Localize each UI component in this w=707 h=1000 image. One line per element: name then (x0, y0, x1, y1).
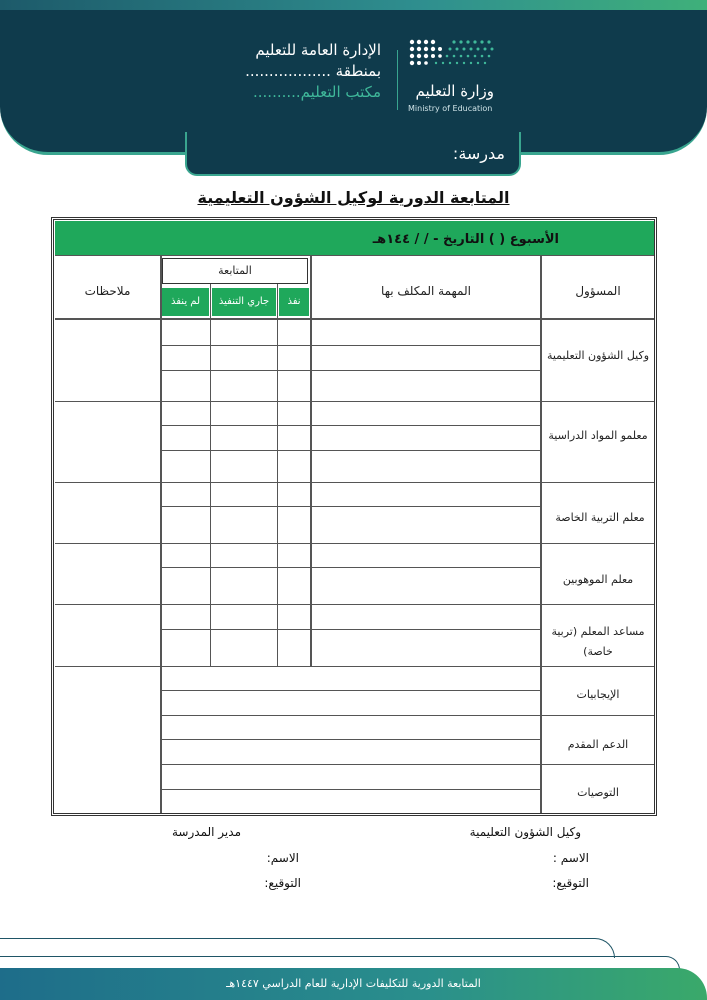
group-line (160, 715, 654, 716)
col-line-progress (210, 284, 211, 666)
ministry-logo (402, 38, 502, 118)
header-notes: ملاحظات (84, 284, 131, 298)
header-done: نفذ (279, 288, 309, 316)
section-recommendations: التوصيات (577, 786, 619, 799)
ministry-name-arabic: وزارة التعليم (415, 82, 494, 100)
group-line (160, 764, 654, 765)
administration-block (191, 40, 381, 103)
sub-row-line (160, 629, 540, 630)
group-line (55, 604, 654, 605)
role-teacher-assistant: مساعد المعلم (تربية خاصة) (551, 625, 645, 658)
footer-decor-line (0, 938, 615, 958)
admin-line-1: الإدارة العامة للتعليم (255, 41, 381, 59)
sub-row-line (160, 690, 540, 691)
role-subject-teachers: معلمو المواد الدراسية (548, 429, 648, 442)
admin-line-3: مكتب التعليم.......... (253, 83, 381, 101)
principal-title: مدير المدرسة (171, 825, 241, 839)
sub-row-line (160, 789, 540, 790)
header-top-line (55, 255, 654, 256)
role-deputy: وكيل الشؤون التعليمية (546, 349, 650, 362)
admin-line-2: بمنطقة .................. (245, 62, 381, 80)
section-support: الدعم المقدم (567, 738, 629, 751)
deputy-signature-label: التوقيع: (552, 876, 589, 890)
group-line (55, 666, 654, 667)
school-tab (185, 132, 521, 176)
principal-name-label: الاسم: (266, 851, 299, 865)
role-special-ed-teacher: معلم التربية الخاصة (555, 511, 645, 524)
col-line-responsible (540, 255, 542, 813)
page-title: المتابعة الدورية لوكيل الشؤون التعليمية (197, 188, 510, 207)
group-line (55, 543, 654, 544)
ministry-name-english: Ministry of Education (408, 104, 493, 113)
sub-row-line (160, 425, 540, 426)
school-label: مدرسة: (452, 144, 505, 163)
deputy-title: وكيل الشؤون التعليمية (469, 825, 581, 839)
sub-row-line (160, 739, 540, 740)
sub-row-line (160, 506, 540, 507)
group-line (55, 401, 654, 402)
header-divider (397, 50, 398, 110)
header-task: المهمة المكلف بها (381, 284, 471, 298)
header-bottom-line (55, 318, 654, 320)
sub-row-line (160, 370, 540, 371)
week-date-bar (55, 221, 654, 255)
col-line-notes (160, 255, 162, 813)
week-date-line: الأسبوع ( ) التاريخ - / / ١٤٤هـ (372, 232, 559, 247)
section-positives: الإيجابيات (576, 688, 620, 701)
col-line-done (277, 284, 278, 666)
role-gifted-teacher: معلم الموهوبين (562, 573, 634, 586)
header-not-done: لم ينفذ (162, 288, 209, 316)
sub-row-line (160, 567, 540, 568)
header-in-progress: جاري التنفيذ (212, 288, 276, 316)
dots-pattern-icon (406, 38, 498, 72)
header-responsible: المسؤول (575, 284, 621, 298)
deputy-name-label: الاسم : (552, 851, 589, 865)
sub-row-line (160, 345, 540, 346)
header-followup: المتابعة (218, 264, 252, 277)
sub-row-line (160, 450, 540, 451)
footer-text: المتابعة الدورية للتكليفات الإدارية للعام الدراسي ١٤٤٧هـ (226, 977, 481, 990)
principal-signature-label: التوقيع: (264, 876, 301, 890)
group-line (55, 482, 654, 483)
